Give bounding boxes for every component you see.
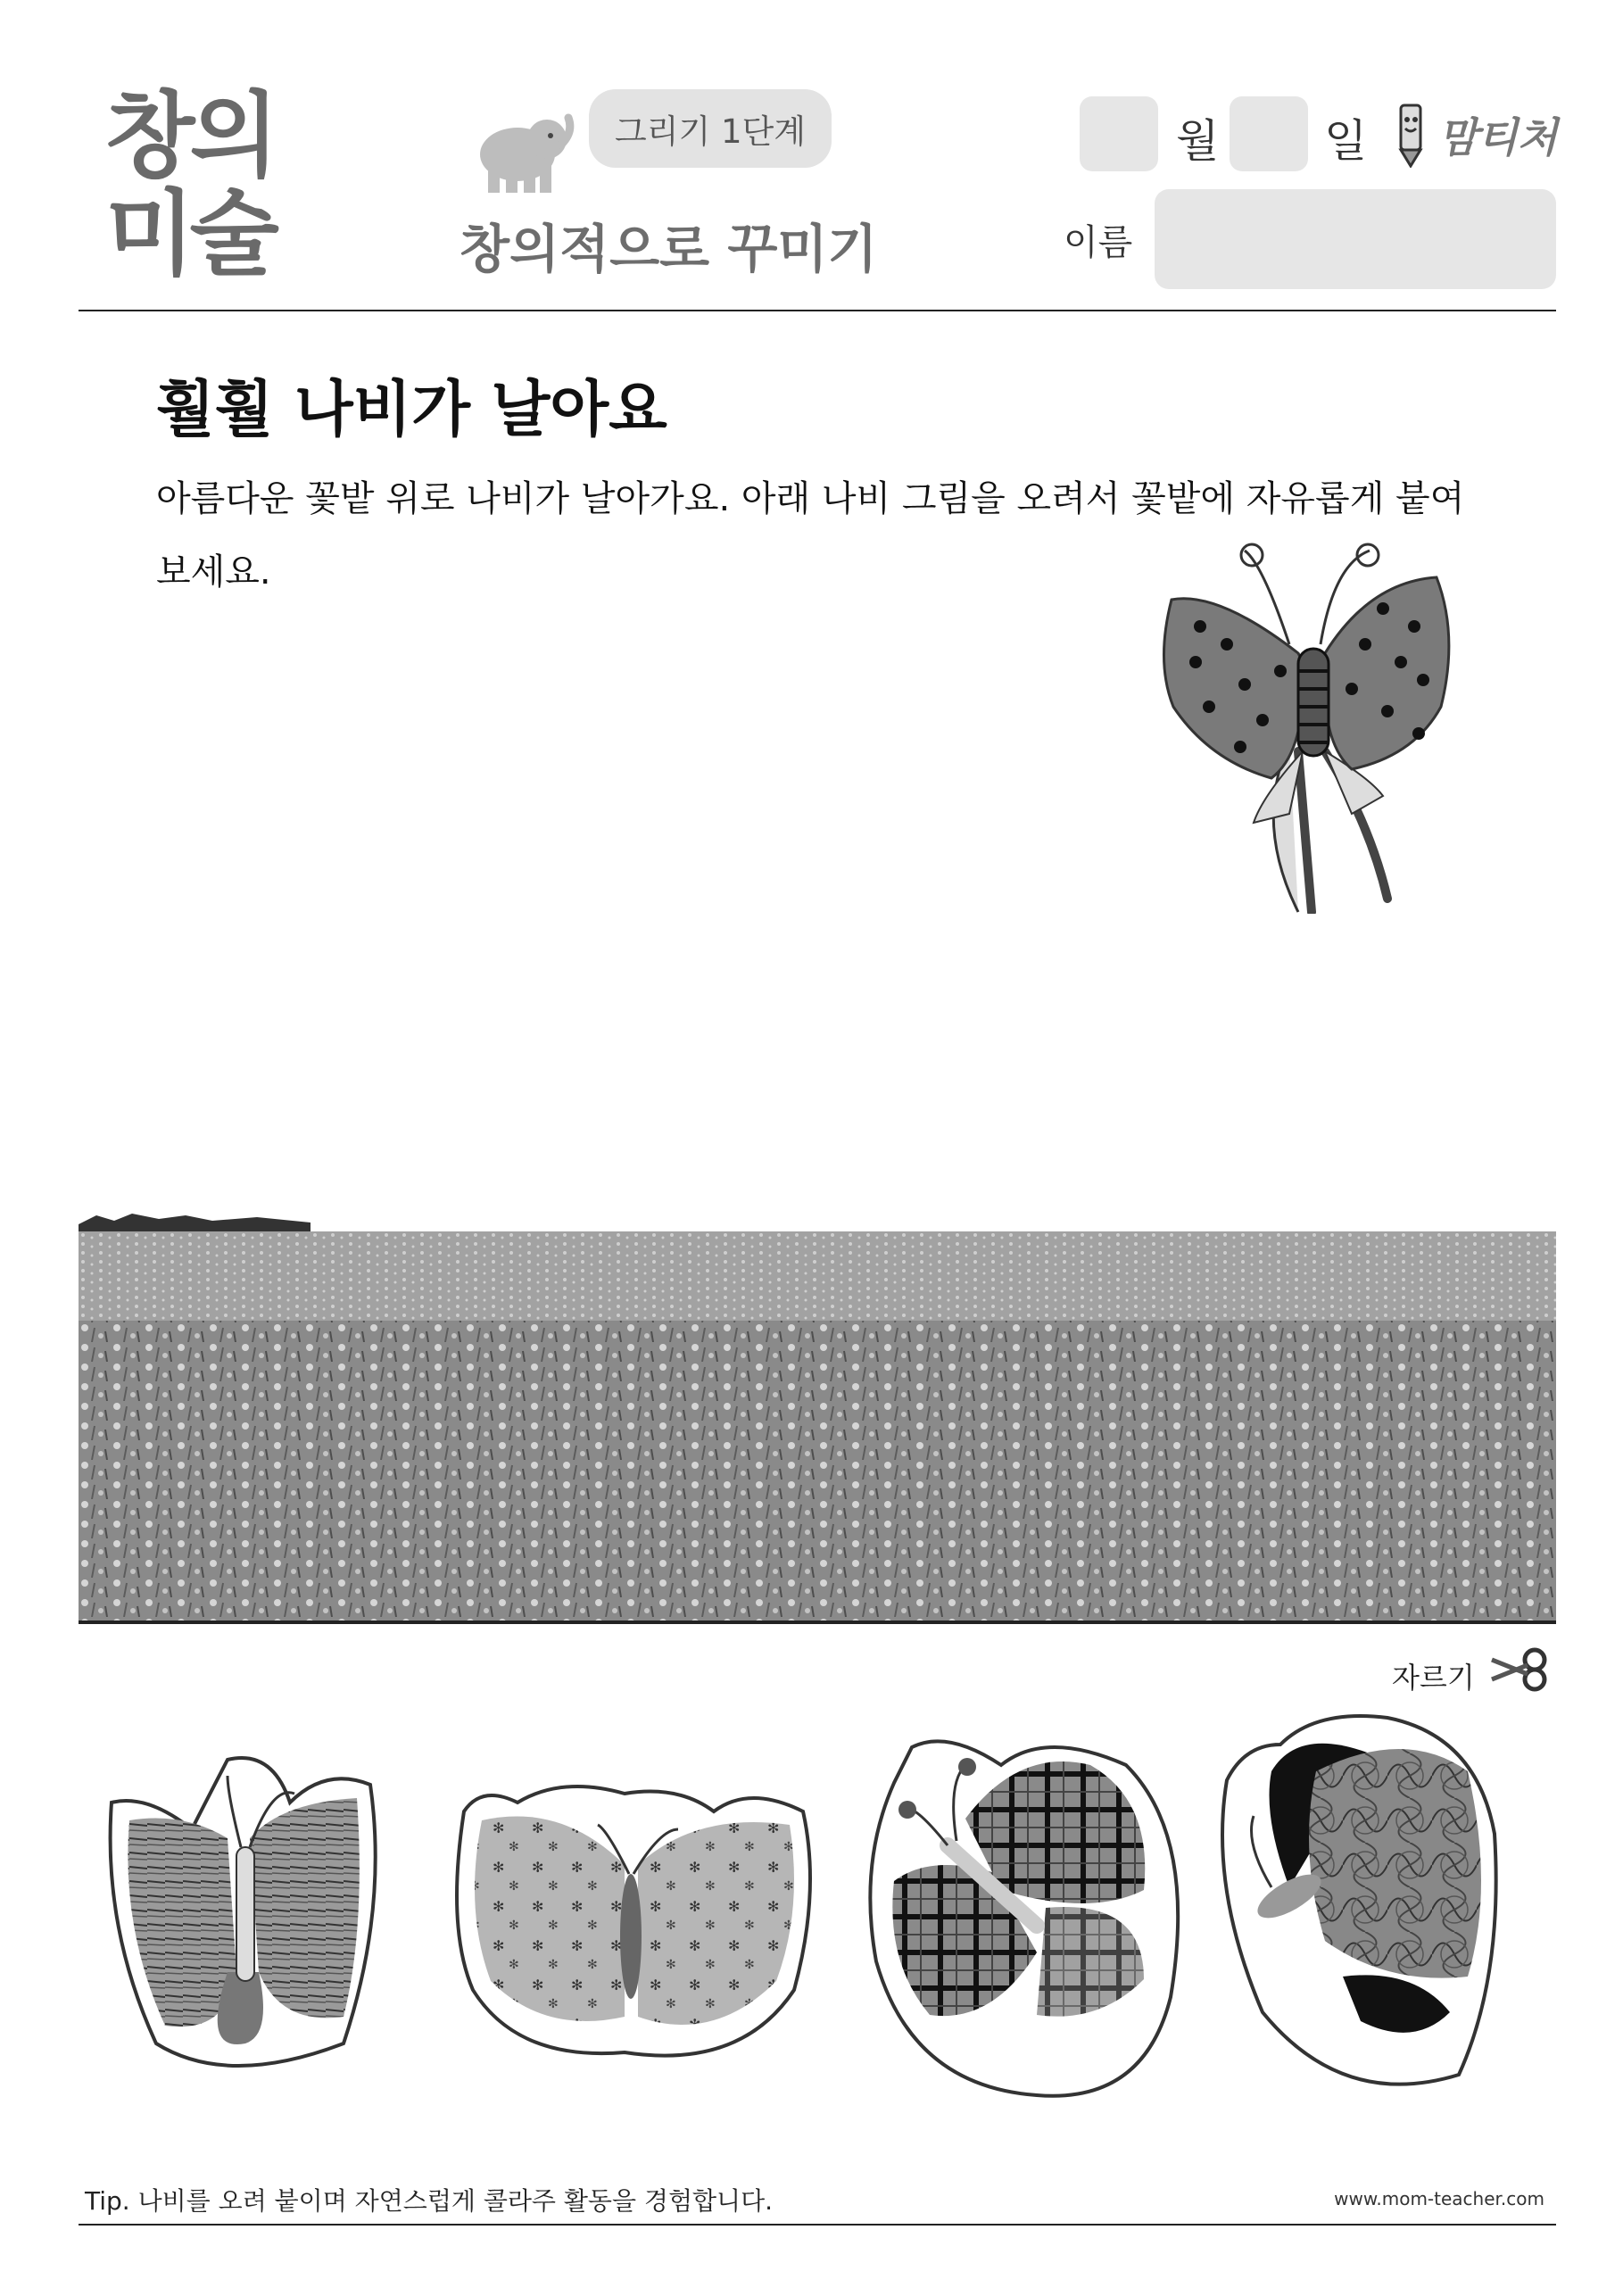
scissors-icon xyxy=(1488,1647,1551,1692)
logo-line-2: 미술 xyxy=(105,179,274,288)
butterfly-cutout-stripes[interactable] xyxy=(94,1749,397,2088)
name-field[interactable] xyxy=(1155,189,1556,289)
pencil-mascot-icon xyxy=(1385,96,1437,168)
elephant-icon xyxy=(468,105,576,195)
level-badge: 그리기 1단계 xyxy=(589,89,832,168)
name-label: 이름 xyxy=(1064,222,1133,263)
day-field[interactable] xyxy=(1230,96,1308,171)
day-label: 일 xyxy=(1324,115,1368,167)
flower-field-image xyxy=(79,1205,1556,1624)
cut-label: 자르기 xyxy=(1392,1661,1475,1695)
tip-text: Tip. 나비를 오려 붙이며 자연스럽게 콜라주 활동을 경험합니다. xyxy=(85,2186,774,2216)
butterfly-cutout-scribble[interactable] xyxy=(1209,1709,1503,2101)
month-label: 월 xyxy=(1176,115,1220,167)
butterfly-cutout-flowers[interactable] xyxy=(446,1776,821,2070)
brand-name: 맘티처 xyxy=(1438,113,1558,162)
butterfly-cutout-plaid[interactable] xyxy=(858,1729,1188,2104)
page-title: 훨훨 나비가 날아요 xyxy=(156,375,667,445)
month-field[interactable] xyxy=(1080,96,1158,171)
site-url: www.mom-teacher.com xyxy=(1334,2188,1544,2209)
worksheet-subtitle: 창의적으로 꾸미기 xyxy=(460,219,878,279)
logo-line-1: 창의 xyxy=(105,81,274,190)
example-butterfly xyxy=(1155,528,1459,914)
footer-divider xyxy=(79,2224,1556,2226)
instructions: 아름다운 꽃밭 위로 나비가 날아가요. 아래 나비 그림을 오려서 꽃밭에 자유롭게 붙여 보세요. xyxy=(156,478,1465,593)
header-divider xyxy=(79,310,1556,311)
